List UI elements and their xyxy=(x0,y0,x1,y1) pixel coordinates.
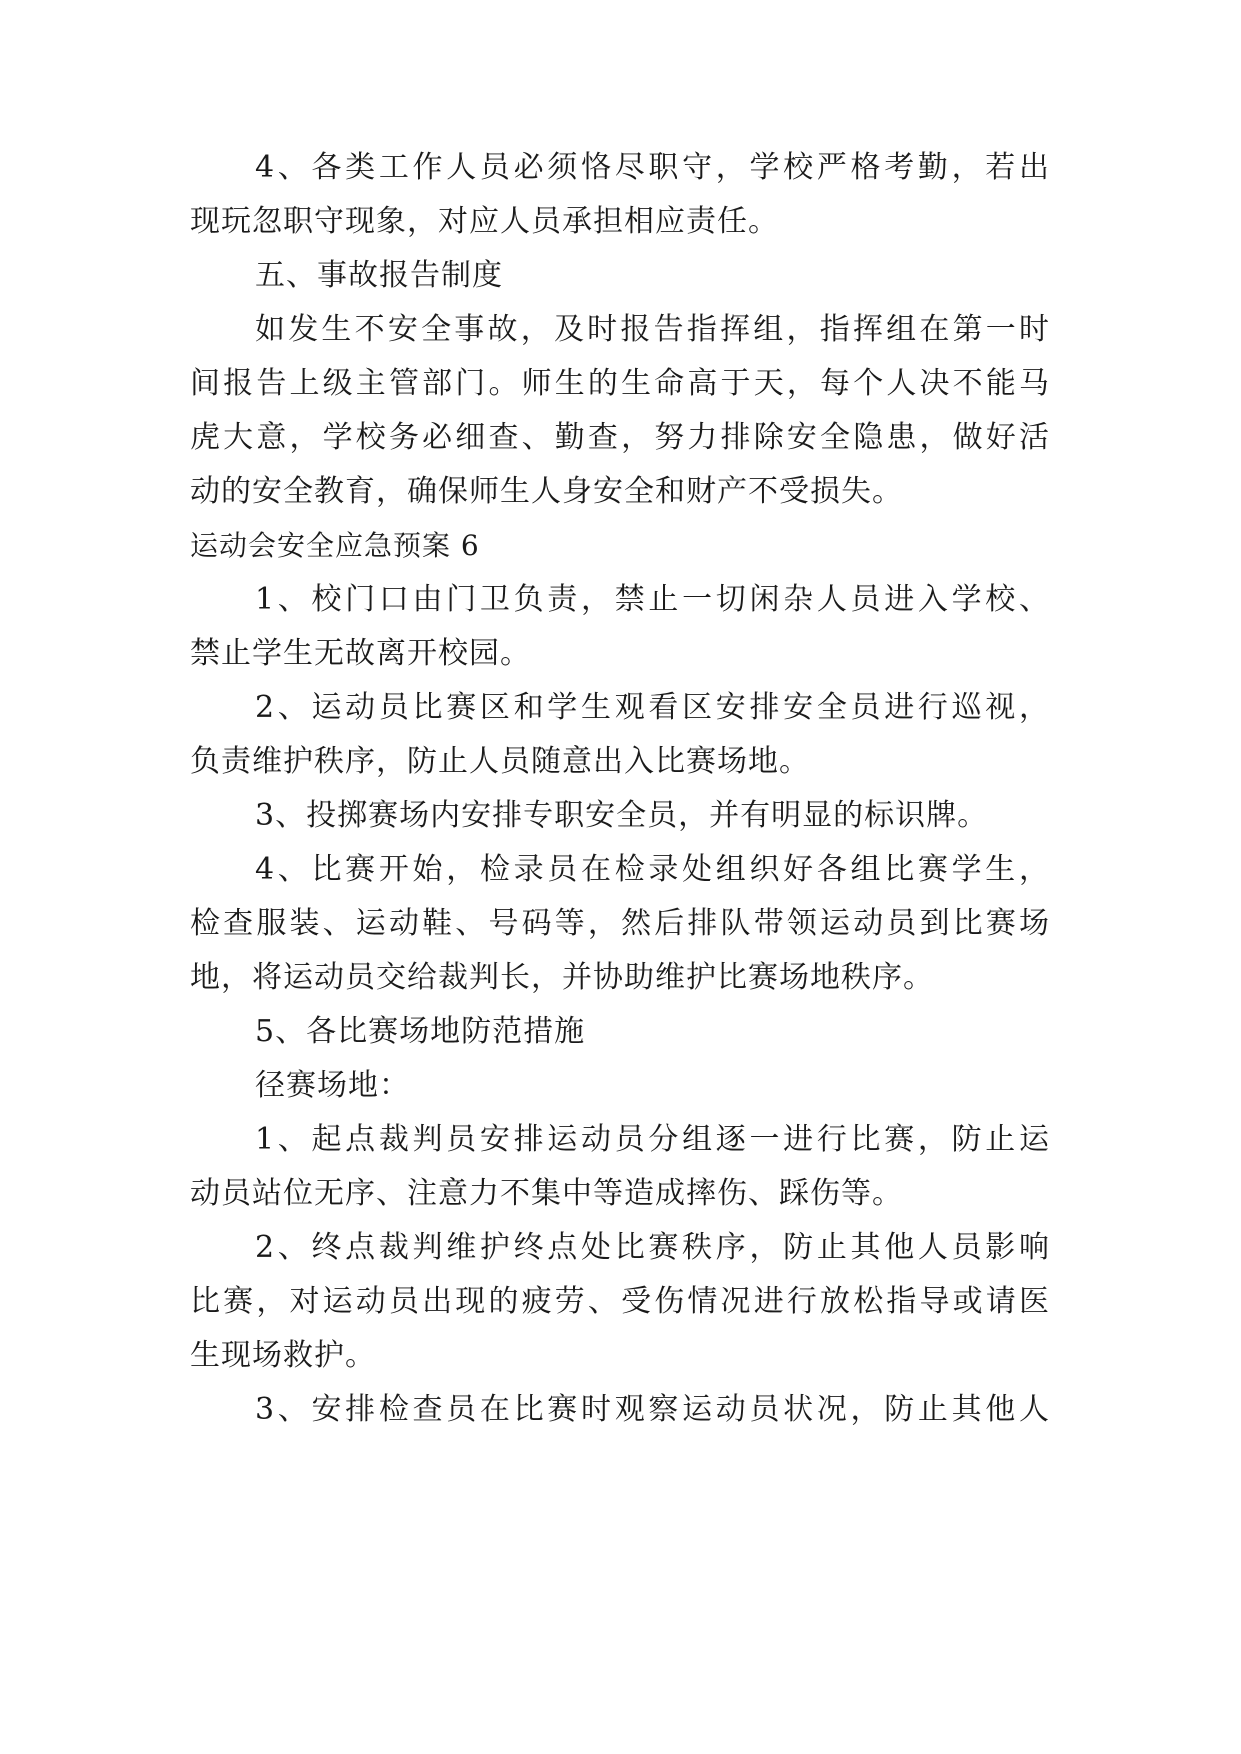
paragraph-line: 现玩忽职守现象，对应人员承担相应责任。 xyxy=(190,204,779,239)
paragraph-line: 4、各类工作人员必须恪尽职守，学校严格考勤，若出 xyxy=(255,150,1050,185)
paragraph-line: 地，将运动员交给裁判长，并协助维护比赛场地秩序。 xyxy=(190,960,934,995)
paragraph-line: 1、起点裁判员安排运动员分组逐一进行比赛，防止运 xyxy=(255,1122,1050,1157)
paragraph-line: 比赛，对运动员出现的疲劳、受伤情况进行放松指导或请医 xyxy=(190,1284,1050,1319)
paragraph-line: 间报告上级主管部门。师生的生命高于天，每个人决不能马 xyxy=(190,366,1050,401)
paragraph-line: 检查服装、运动鞋、号码等，然后排队带领运动员到比赛场 xyxy=(190,906,1050,941)
paragraph-line: 禁止学生无故离开校园。 xyxy=(190,636,531,671)
document-title: 运动会安全应急预案 6 xyxy=(190,529,480,562)
paragraph-line: 3、安排检查员在比赛时观察运动员状况，防止其他人 xyxy=(255,1392,1050,1427)
paragraph-line: 生现场救护。 xyxy=(190,1338,376,1373)
paragraph-line: 4、比赛开始，检录员在检录处组织好各组比赛学生， xyxy=(255,852,1050,887)
paragraph-line: 2、运动员比赛区和学生观看区安排安全员进行巡视， xyxy=(255,690,1050,725)
paragraph-line: 负责维护秩序，防止人员随意出入比赛场地。 xyxy=(190,744,810,779)
section-heading: 径赛场地： xyxy=(255,1068,410,1103)
section-heading: 5、各比赛场地防范措施 xyxy=(255,1014,586,1049)
paragraph-line: 虎大意，学校务必细查、勤查，努力排除安全隐患，做好活 xyxy=(190,420,1050,455)
section-heading: 五、事故报告制度 xyxy=(255,258,503,293)
paragraph-line: 如发生不安全事故，及时报告指挥组，指挥组在第一时 xyxy=(255,312,1050,347)
paragraph-line: 动员站位无序、注意力不集中等造成摔伤、踩伤等。 xyxy=(190,1176,903,1211)
paragraph-line: 2、终点裁判维护终点处比赛秩序，防止其他人员影响 xyxy=(255,1230,1050,1265)
paragraph-line: 1、校门口由门卫负责，禁止一切闲杂人员进入学校、 xyxy=(255,582,1050,617)
paragraph-line: 动的安全教育，确保师生人身安全和财产不受损失。 xyxy=(190,474,903,509)
paragraph-line: 3、投掷赛场内安排专职安全员，并有明显的标识牌。 xyxy=(255,798,989,833)
